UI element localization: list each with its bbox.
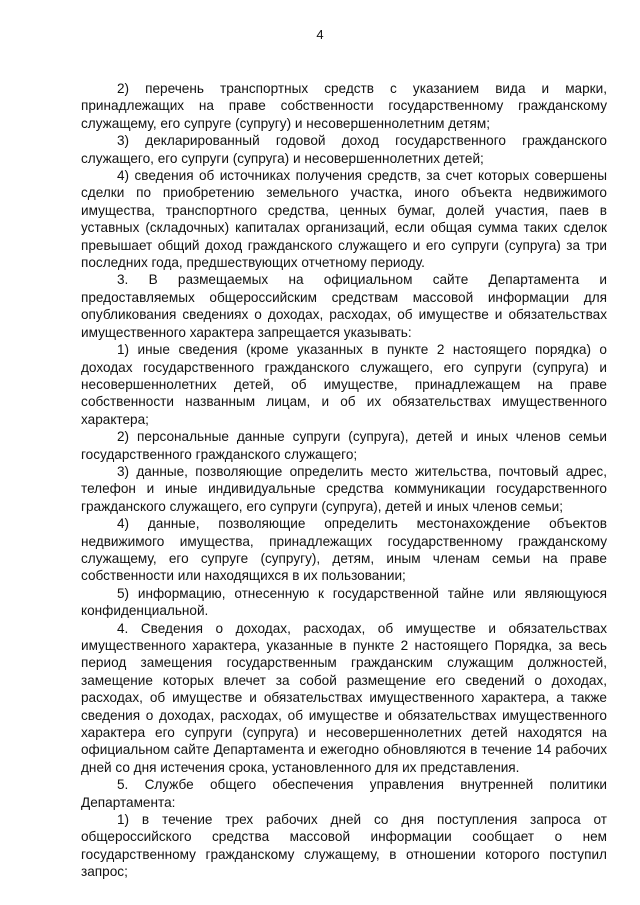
- paragraph-section-4: 4. Сведения о доходах, расходах, об имуществе и обязательствах имущественного характера, указанные в пункте 2 настоящего Порядка, за весь период замещения государственным гражданским служащим должностей, замещение которых влечет за собой размещение его сведений о доходах, расходах, об имуществе и обязательствах имущественного характера, а также сведения о доходах, расходах, об имуществе и обязательствах имущественного характера его супруги (супруга) и несовершеннолетних детей находятся на официальном сайте Департамента и ежегодно обновляются в течение 14 рабочих дней со дня истечения срока, установленного для их представления.: [81, 620, 607, 775]
- paragraph-item-3-income: 3) декларированный годовой доход государственного гражданского служащего, его супруги (супруга) и несовершеннолетних детей;: [81, 133, 607, 166]
- paragraph-section-3-item-4: 4) данные, позволяющие определить местонахождение объектов недвижимого имущества, принадлежащих государственному гражданскому служащему, его супруге (супругу), детям, иным членам семьи на праве собственности или находящихся в их пользовании;: [81, 516, 607, 584]
- paragraph-section-3: 3. В размещаемых на официальном сайте Департамента и предоставляемых общероссийским средствам массовой информации для опубликования сведениях о доходах, расходах, об имуществе и обязательствах имущественного характера запрещается указывать:: [81, 272, 607, 340]
- paragraph-section-5-item-1: 1) в течение трех рабочих дней со дня поступления запроса от общероссийского средства массовой информации сообщает о нем государственному гражданскому служащему, в отношении которого поступил запрос;: [81, 812, 607, 880]
- page-number: 4: [316, 27, 324, 42]
- paragraph-section-3-item-2: 2) персональные данные супруги (супруга), детей и иных членов семьи государственного гражданского служащего;: [81, 429, 607, 462]
- paragraph-section-3-item-5: 5) информацию, отнесенную к государственной тайне или являющуюся конфиденциальной.: [81, 585, 607, 619]
- paragraph-section-5: 5. Службе общего обеспечения управления внутренней политики Департамента:: [81, 777, 607, 810]
- paragraph-section-3-item-3: 3) данные, позволяющие определить место жительства, почтовый адрес, телефон и иные индивидуальные средства коммуникации государственного гражданского служащего, его супруги (супруга), детей и иных членов семьи;: [81, 463, 607, 514]
- paragraph-item-4-funding-sources: 4) сведения об источниках получения средств, за счет которых совершены сделки по приобретению земельного участка, иного объекта недвижимого имущества, транспортного средства, ценных бумаг, долей участия, паев в уставных (складочных) капиталах организаций, если общая сумма таких сделок превышает общий доход гражданского служащего и его супруги (супруга) за три последних года, предшествующих отчетному периоду.: [81, 168, 607, 271]
- document-body: [81, 80, 607, 881]
- paragraph-item-2-vehicles: 2) перечень транспортных средств с указанием вида и марки, принадлежащих на праве собственности государственному гражданскому служащему, его супруге (супругу) и несовершеннолетним детям;: [81, 81, 607, 131]
- paragraph-section-3-item-1: 1) иные сведения (кроме указанных в пункте 2 настоящего порядка) о доходах государственного гражданского служащего, его супруги (супруга) и несовершеннолетних детей, об имуществе, принадлежащем на праве собственности названным лицам, и об их обязательствах имущественного характера;: [81, 342, 607, 427]
